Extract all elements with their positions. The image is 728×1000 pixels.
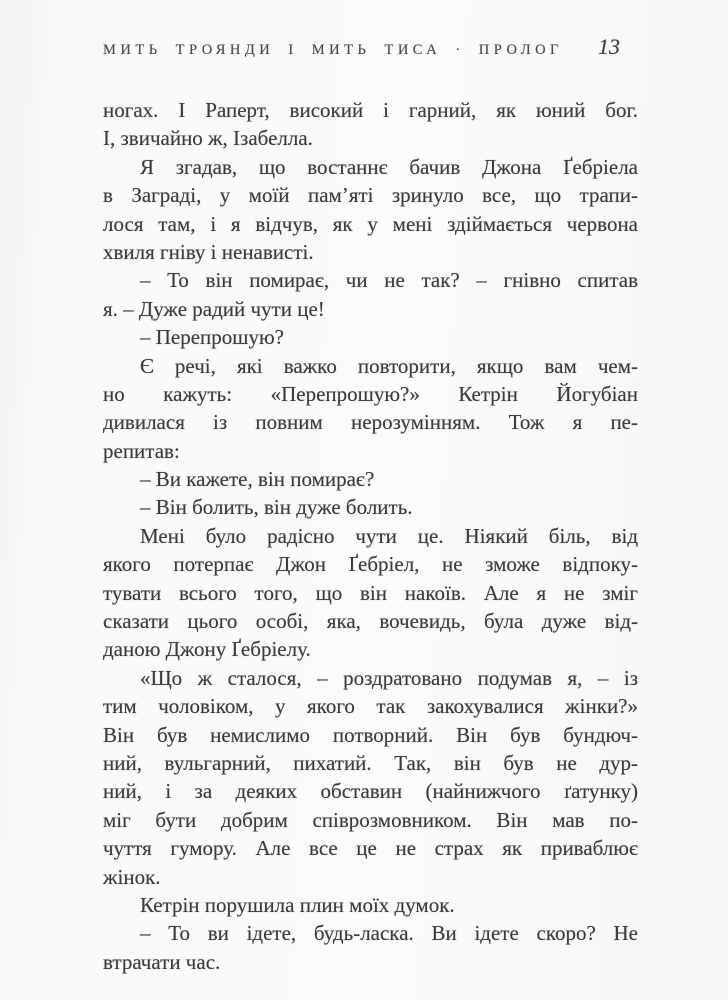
text-line: дивилася із повним нерозумінням. Тож я пе-	[103, 410, 638, 435]
text-line: хвиля гніву і ненависті.	[103, 239, 314, 264]
text-line: – Перепрошую?	[140, 325, 284, 350]
text-line: – Він болить, він дуже болить.	[140, 495, 413, 520]
text-line: тувати всього того, що він накоїв. Але я не зміг	[103, 580, 638, 605]
text-line: Кетрін порушила плин моїх думок.	[140, 892, 455, 917]
text-line: сказати цього особі, яка, вочевидь, була дуже від-	[103, 609, 638, 634]
text-line: «Що ж сталося, – роздратовано подумав я, – із	[140, 665, 638, 690]
text-line: Є речі, які важко повторити, якщо вам чем-	[140, 353, 638, 378]
text-line: ногах. І Раперт, високий і гарний, як юний бог.	[103, 98, 638, 122]
text-line: – То ви ідете, будь-ласка. Ви ідете скоро? Не	[140, 921, 638, 946]
page-text	[103, 96, 638, 976]
running-head	[103, 34, 638, 62]
text-line: чуття гумору. Але все це не страх як приваблює	[103, 836, 638, 861]
text-line: Мені було радісно чути це. Ніякий біль, від	[140, 523, 638, 548]
text-line: тим чоловіком, у якого так закохувалися жінки?»	[103, 694, 638, 719]
text-line: Він був немислимо потворний. Він був бундюч-	[103, 722, 638, 747]
text-line: в Заграді, у моїй пам’яті зринуло все, що трапи-	[103, 183, 638, 208]
text-line: втрачати час.	[103, 949, 221, 974]
text-line: лося там, і я відчув, як у мені здіймається червона	[103, 211, 638, 236]
text-line: – Ви кажете, він помирає?	[140, 467, 375, 492]
text-line: ний, вульгарний, пихатий. Так, він був не дур-	[103, 750, 638, 775]
text-line: жінок.	[103, 864, 161, 889]
running-title: МИТЬ ТРОЯНДИ І МИТЬ ТИСА · ПРОЛОГ	[103, 42, 563, 58]
text-line: ний, і за деяких обставин (найнижчого ґатунку)	[103, 779, 638, 804]
text-line: І, звичайно ж, Ізабелла.	[103, 126, 313, 151]
text-line: Я згадав, що востаннє бачив Джона Ґебріела	[140, 154, 638, 179]
text-line: – То він помирає, чи не так? – гнівно спитав	[140, 268, 638, 293]
text-line: даною Джону Ґебріелу.	[103, 637, 311, 662]
text-line: репитав:	[103, 438, 180, 463]
text-line: я. – Дуже радий чути це!	[103, 296, 325, 321]
text-line: но кажуть: «Перепрошую?» Кетрін Йогубіан	[103, 381, 638, 406]
page-number: 13	[598, 34, 620, 59]
text-line: міг бути добрим співрозмовником. Він мав по-	[103, 807, 638, 832]
text-line: якого потерпає Джон Ґебріел, не зможе відпоку-	[103, 552, 638, 577]
